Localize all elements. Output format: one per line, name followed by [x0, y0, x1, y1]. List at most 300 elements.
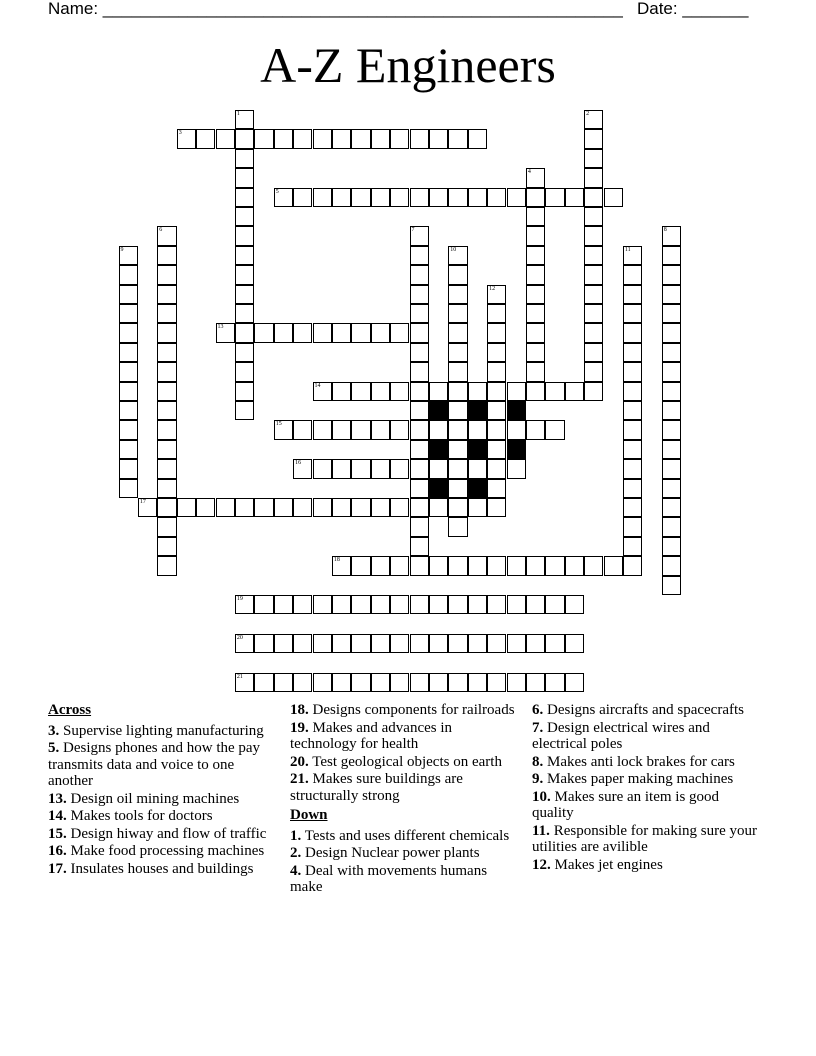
- grid-cell[interactable]: [662, 576, 681, 595]
- grid-cell[interactable]: [507, 673, 526, 692]
- grid-cell[interactable]: [196, 129, 215, 148]
- grid-cell[interactable]: [526, 304, 545, 323]
- grid-cell[interactable]: [526, 323, 545, 342]
- grid-cell[interactable]: [216, 129, 235, 148]
- grid-cell[interactable]: [429, 673, 448, 692]
- grid-cell[interactable]: [332, 459, 351, 478]
- grid-cell[interactable]: [565, 556, 584, 575]
- grid-cell[interactable]: [448, 323, 467, 342]
- grid-cell[interactable]: [565, 595, 584, 614]
- grid-cell[interactable]: [410, 129, 429, 148]
- grid-cell[interactable]: [293, 129, 312, 148]
- grid-cell[interactable]: [410, 382, 429, 401]
- grid-cell[interactable]: [235, 401, 254, 420]
- grid-cell[interactable]: [487, 304, 506, 323]
- grid-cell[interactable]: [662, 517, 681, 536]
- grid-cell[interactable]: [332, 498, 351, 517]
- grid-cell[interactable]: [623, 343, 642, 362]
- grid-cell[interactable]: [293, 459, 312, 478]
- grid-cell[interactable]: [448, 382, 467, 401]
- grid-cell[interactable]: [390, 459, 409, 478]
- grid-cell[interactable]: [507, 420, 526, 439]
- grid-cell[interactable]: [526, 595, 545, 614]
- grid-cell[interactable]: [157, 401, 176, 420]
- grid-cell[interactable]: [662, 440, 681, 459]
- grid-cell[interactable]: [662, 246, 681, 265]
- grid-cell[interactable]: [448, 304, 467, 323]
- grid-cell[interactable]: [487, 401, 506, 420]
- grid-cell[interactable]: [157, 420, 176, 439]
- grid-cell[interactable]: [526, 343, 545, 362]
- grid-cell[interactable]: [235, 110, 254, 129]
- grid-cell[interactable]: [526, 362, 545, 381]
- grid-cell[interactable]: [487, 188, 506, 207]
- grid-cell[interactable]: [662, 420, 681, 439]
- grid-cell[interactable]: [468, 498, 487, 517]
- grid-cell[interactable]: [274, 595, 293, 614]
- grid-cell[interactable]: [448, 634, 467, 653]
- grid-cell[interactable]: [157, 537, 176, 556]
- grid-cell[interactable]: [274, 420, 293, 439]
- grid-cell[interactable]: [293, 420, 312, 439]
- grid-cell[interactable]: [410, 479, 429, 498]
- grid-cell[interactable]: [390, 634, 409, 653]
- grid-cell[interactable]: [507, 382, 526, 401]
- grid-cell[interactable]: [371, 595, 390, 614]
- grid-cell[interactable]: [429, 382, 448, 401]
- grid-cell[interactable]: [390, 498, 409, 517]
- grid-cell[interactable]: [410, 323, 429, 342]
- grid-cell[interactable]: [584, 265, 603, 284]
- grid-cell[interactable]: [254, 129, 273, 148]
- grid-cell[interactable]: [235, 673, 254, 692]
- grid-cell[interactable]: [429, 459, 448, 478]
- grid-cell[interactable]: [623, 459, 642, 478]
- grid-cell[interactable]: [332, 382, 351, 401]
- grid-cell[interactable]: [623, 265, 642, 284]
- grid-cell[interactable]: [313, 129, 332, 148]
- grid-cell[interactable]: [235, 168, 254, 187]
- grid-cell[interactable]: [604, 188, 623, 207]
- grid-cell[interactable]: [371, 459, 390, 478]
- grid-cell[interactable]: [662, 285, 681, 304]
- grid-cell[interactable]: [584, 556, 603, 575]
- grid-cell[interactable]: [157, 517, 176, 536]
- grid-cell[interactable]: [565, 188, 584, 207]
- grid-cell[interactable]: [254, 595, 273, 614]
- grid-cell[interactable]: [487, 459, 506, 478]
- grid-cell[interactable]: [293, 634, 312, 653]
- grid-cell[interactable]: [448, 673, 467, 692]
- grid-cell[interactable]: [662, 537, 681, 556]
- grid-cell[interactable]: [157, 556, 176, 575]
- grid-cell[interactable]: [429, 595, 448, 614]
- grid-cell[interactable]: [371, 556, 390, 575]
- grid-cell[interactable]: [410, 498, 429, 517]
- grid-cell[interactable]: [487, 673, 506, 692]
- grid-cell[interactable]: [468, 129, 487, 148]
- grid-cell[interactable]: [351, 556, 370, 575]
- grid-cell[interactable]: [274, 673, 293, 692]
- grid-cell[interactable]: [545, 634, 564, 653]
- grid-cell[interactable]: [662, 382, 681, 401]
- grid-cell[interactable]: [410, 285, 429, 304]
- grid-cell[interactable]: [604, 556, 623, 575]
- grid-cell[interactable]: [371, 382, 390, 401]
- grid-cell[interactable]: [584, 285, 603, 304]
- grid-cell[interactable]: [526, 265, 545, 284]
- grid-cell[interactable]: [468, 595, 487, 614]
- grid-cell[interactable]: [526, 168, 545, 187]
- grid-cell[interactable]: [565, 673, 584, 692]
- grid-cell[interactable]: [448, 188, 467, 207]
- grid-cell[interactable]: [487, 595, 506, 614]
- grid-cell[interactable]: [157, 479, 176, 498]
- grid-cell[interactable]: [487, 498, 506, 517]
- grid-cell[interactable]: [235, 498, 254, 517]
- grid-cell[interactable]: [448, 246, 467, 265]
- grid-cell[interactable]: [332, 188, 351, 207]
- grid-cell[interactable]: [584, 323, 603, 342]
- grid-cell[interactable]: [235, 129, 254, 148]
- grid-cell[interactable]: [235, 362, 254, 381]
- grid-cell[interactable]: [390, 420, 409, 439]
- grid-cell[interactable]: [623, 537, 642, 556]
- grid-cell[interactable]: [526, 382, 545, 401]
- grid-cell[interactable]: [448, 595, 467, 614]
- grid-cell[interactable]: [507, 595, 526, 614]
- grid-cell[interactable]: [410, 401, 429, 420]
- grid-cell[interactable]: [623, 440, 642, 459]
- grid-cell[interactable]: [313, 498, 332, 517]
- grid-cell[interactable]: [429, 498, 448, 517]
- grid-cell[interactable]: [662, 362, 681, 381]
- grid-cell[interactable]: [429, 188, 448, 207]
- grid-cell[interactable]: [351, 634, 370, 653]
- grid-cell[interactable]: [235, 226, 254, 245]
- grid-cell[interactable]: [293, 595, 312, 614]
- grid-cell[interactable]: [545, 188, 564, 207]
- grid-cell[interactable]: [371, 323, 390, 342]
- grid-cell[interactable]: [351, 459, 370, 478]
- grid-cell[interactable]: [623, 323, 642, 342]
- grid-cell[interactable]: [448, 479, 467, 498]
- grid-cell[interactable]: [235, 343, 254, 362]
- grid-cell[interactable]: [313, 634, 332, 653]
- grid-cell[interactable]: [662, 265, 681, 284]
- grid-cell[interactable]: [313, 673, 332, 692]
- grid-cell[interactable]: [235, 149, 254, 168]
- grid-cell[interactable]: [584, 362, 603, 381]
- grid-cell[interactable]: [119, 382, 138, 401]
- grid-cell[interactable]: [313, 323, 332, 342]
- grid-cell[interactable]: [274, 323, 293, 342]
- grid-cell[interactable]: [584, 246, 603, 265]
- grid-cell[interactable]: [526, 207, 545, 226]
- grid-cell[interactable]: [390, 323, 409, 342]
- grid-cell[interactable]: [565, 634, 584, 653]
- grid-cell[interactable]: [351, 673, 370, 692]
- grid-cell[interactable]: [584, 382, 603, 401]
- grid-cell[interactable]: [254, 498, 273, 517]
- grid-cell[interactable]: [119, 420, 138, 439]
- grid-cell[interactable]: [526, 673, 545, 692]
- grid-cell[interactable]: [662, 226, 681, 245]
- grid-cell[interactable]: [487, 420, 506, 439]
- grid-cell[interactable]: [351, 382, 370, 401]
- grid-cell[interactable]: [623, 362, 642, 381]
- grid-cell[interactable]: [157, 285, 176, 304]
- grid-cell[interactable]: [487, 556, 506, 575]
- grid-cell[interactable]: [274, 634, 293, 653]
- grid-cell[interactable]: [313, 382, 332, 401]
- grid-cell[interactable]: [332, 595, 351, 614]
- grid-cell[interactable]: [293, 498, 312, 517]
- grid-cell[interactable]: [235, 323, 254, 342]
- grid-cell[interactable]: [448, 420, 467, 439]
- grid-cell[interactable]: [507, 188, 526, 207]
- grid-cell[interactable]: [545, 595, 564, 614]
- grid-cell[interactable]: [235, 304, 254, 323]
- grid-cell[interactable]: [468, 634, 487, 653]
- grid-cell[interactable]: [119, 401, 138, 420]
- grid-cell[interactable]: [584, 226, 603, 245]
- grid-cell[interactable]: [274, 129, 293, 148]
- grid-cell[interactable]: [410, 265, 429, 284]
- grid-cell[interactable]: [429, 129, 448, 148]
- grid-cell[interactable]: [196, 498, 215, 517]
- grid-cell[interactable]: [545, 556, 564, 575]
- grid-cell[interactable]: [410, 634, 429, 653]
- grid-cell[interactable]: [507, 459, 526, 478]
- grid-cell[interactable]: [410, 362, 429, 381]
- grid-cell[interactable]: [157, 498, 176, 517]
- grid-cell[interactable]: [662, 479, 681, 498]
- grid-cell[interactable]: [526, 246, 545, 265]
- grid-cell[interactable]: [119, 440, 138, 459]
- grid-cell[interactable]: [274, 498, 293, 517]
- grid-cell[interactable]: [410, 517, 429, 536]
- grid-cell[interactable]: [507, 556, 526, 575]
- grid-cell[interactable]: [584, 304, 603, 323]
- grid-cell[interactable]: [371, 129, 390, 148]
- grid-cell[interactable]: [662, 323, 681, 342]
- grid-cell[interactable]: [468, 673, 487, 692]
- grid-cell[interactable]: [313, 595, 332, 614]
- grid-cell[interactable]: [468, 420, 487, 439]
- grid-cell[interactable]: [448, 498, 467, 517]
- grid-cell[interactable]: [584, 110, 603, 129]
- grid-cell[interactable]: [119, 304, 138, 323]
- grid-cell[interactable]: [448, 129, 467, 148]
- grid-cell[interactable]: [584, 149, 603, 168]
- grid-cell[interactable]: [235, 246, 254, 265]
- grid-cell[interactable]: [332, 673, 351, 692]
- grid-cell[interactable]: [410, 459, 429, 478]
- grid-cell[interactable]: [157, 459, 176, 478]
- grid-cell[interactable]: [119, 285, 138, 304]
- grid-cell[interactable]: [313, 188, 332, 207]
- grid-cell[interactable]: [254, 634, 273, 653]
- grid-cell[interactable]: [293, 188, 312, 207]
- grid-cell[interactable]: [157, 362, 176, 381]
- grid-cell[interactable]: [410, 537, 429, 556]
- grid-cell[interactable]: [351, 188, 370, 207]
- grid-cell[interactable]: [623, 556, 642, 575]
- grid-cell[interactable]: [429, 634, 448, 653]
- grid-cell[interactable]: [274, 188, 293, 207]
- grid-cell[interactable]: [623, 382, 642, 401]
- grid-cell[interactable]: [371, 420, 390, 439]
- grid-cell[interactable]: [410, 188, 429, 207]
- grid-cell[interactable]: [448, 459, 467, 478]
- grid-cell[interactable]: [351, 420, 370, 439]
- grid-cell[interactable]: [468, 188, 487, 207]
- grid-cell[interactable]: [390, 595, 409, 614]
- grid-cell[interactable]: [526, 420, 545, 439]
- grid-cell[interactable]: [429, 556, 448, 575]
- grid-cell[interactable]: [157, 343, 176, 362]
- grid-cell[interactable]: [351, 323, 370, 342]
- grid-cell[interactable]: [662, 459, 681, 478]
- grid-cell[interactable]: [235, 382, 254, 401]
- grid-cell[interactable]: [235, 265, 254, 284]
- grid-cell[interactable]: [487, 479, 506, 498]
- grid-cell[interactable]: [662, 343, 681, 362]
- grid-cell[interactable]: [332, 420, 351, 439]
- grid-cell[interactable]: [487, 285, 506, 304]
- grid-cell[interactable]: [157, 440, 176, 459]
- grid-cell[interactable]: [332, 556, 351, 575]
- grid-cell[interactable]: [584, 343, 603, 362]
- grid-cell[interactable]: [468, 459, 487, 478]
- grid-cell[interactable]: [235, 285, 254, 304]
- grid-cell[interactable]: [157, 265, 176, 284]
- grid-cell[interactable]: [235, 207, 254, 226]
- grid-cell[interactable]: [448, 343, 467, 362]
- grid-cell[interactable]: [390, 556, 409, 575]
- grid-cell[interactable]: [545, 420, 564, 439]
- grid-cell[interactable]: [254, 673, 273, 692]
- grid-cell[interactable]: [507, 634, 526, 653]
- grid-cell[interactable]: [487, 343, 506, 362]
- grid-cell[interactable]: [410, 440, 429, 459]
- grid-cell[interactable]: [662, 304, 681, 323]
- grid-cell[interactable]: [623, 246, 642, 265]
- grid-cell[interactable]: [254, 323, 273, 342]
- grid-cell[interactable]: [468, 556, 487, 575]
- grid-cell[interactable]: [157, 382, 176, 401]
- grid-cell[interactable]: [448, 517, 467, 536]
- grid-cell[interactable]: [119, 246, 138, 265]
- grid-cell[interactable]: [410, 226, 429, 245]
- grid-cell[interactable]: [526, 634, 545, 653]
- grid-cell[interactable]: [332, 129, 351, 148]
- grid-cell[interactable]: [235, 634, 254, 653]
- grid-cell[interactable]: [177, 498, 196, 517]
- grid-cell[interactable]: [119, 323, 138, 342]
- grid-cell[interactable]: [448, 265, 467, 284]
- grid-cell[interactable]: [623, 285, 642, 304]
- grid-cell[interactable]: [351, 595, 370, 614]
- grid-cell[interactable]: [371, 498, 390, 517]
- grid-cell[interactable]: [545, 673, 564, 692]
- grid-cell[interactable]: [429, 420, 448, 439]
- grid-cell[interactable]: [410, 595, 429, 614]
- grid-cell[interactable]: [138, 498, 157, 517]
- grid-cell[interactable]: [216, 323, 235, 342]
- grid-cell[interactable]: [623, 401, 642, 420]
- grid-cell[interactable]: [216, 498, 235, 517]
- grid-cell[interactable]: [410, 304, 429, 323]
- grid-cell[interactable]: [623, 498, 642, 517]
- grid-cell[interactable]: [390, 673, 409, 692]
- grid-cell[interactable]: [157, 304, 176, 323]
- grid-cell[interactable]: [487, 382, 506, 401]
- grid-cell[interactable]: [371, 673, 390, 692]
- grid-cell[interactable]: [410, 420, 429, 439]
- grid-cell[interactable]: [119, 479, 138, 498]
- grid-cell[interactable]: [293, 673, 312, 692]
- grid-cell[interactable]: [235, 188, 254, 207]
- grid-cell[interactable]: [448, 362, 467, 381]
- grid-cell[interactable]: [390, 382, 409, 401]
- grid-cell[interactable]: [448, 401, 467, 420]
- grid-cell[interactable]: [119, 265, 138, 284]
- grid-cell[interactable]: [351, 498, 370, 517]
- grid-cell[interactable]: [119, 459, 138, 478]
- grid-cell[interactable]: [584, 129, 603, 148]
- grid-cell[interactable]: [157, 246, 176, 265]
- grid-cell[interactable]: [332, 634, 351, 653]
- grid-cell[interactable]: [662, 498, 681, 517]
- grid-cell[interactable]: [410, 673, 429, 692]
- grid-cell[interactable]: [662, 556, 681, 575]
- grid-cell[interactable]: [526, 188, 545, 207]
- grid-cell[interactable]: [313, 459, 332, 478]
- grid-cell[interactable]: [584, 168, 603, 187]
- grid-cell[interactable]: [545, 382, 564, 401]
- grid-cell[interactable]: [371, 634, 390, 653]
- grid-cell[interactable]: [313, 420, 332, 439]
- grid-cell[interactable]: [526, 556, 545, 575]
- grid-cell[interactable]: [119, 343, 138, 362]
- grid-cell[interactable]: [526, 285, 545, 304]
- grid-cell[interactable]: [487, 440, 506, 459]
- grid-cell[interactable]: [235, 595, 254, 614]
- grid-cell[interactable]: [119, 362, 138, 381]
- grid-cell[interactable]: [623, 304, 642, 323]
- grid-cell[interactable]: [410, 246, 429, 265]
- grid-cell[interactable]: [448, 285, 467, 304]
- grid-cell[interactable]: [410, 556, 429, 575]
- grid-cell[interactable]: [448, 440, 467, 459]
- grid-cell[interactable]: [332, 323, 351, 342]
- grid-cell[interactable]: [157, 323, 176, 342]
- grid-cell[interactable]: [584, 207, 603, 226]
- grid-cell[interactable]: [487, 634, 506, 653]
- grid-cell[interactable]: [371, 188, 390, 207]
- grid-cell[interactable]: [487, 323, 506, 342]
- grid-cell[interactable]: [390, 129, 409, 148]
- grid-cell[interactable]: [662, 401, 681, 420]
- grid-cell[interactable]: [351, 129, 370, 148]
- grid-cell[interactable]: [487, 362, 506, 381]
- grid-cell[interactable]: [468, 382, 487, 401]
- grid-cell[interactable]: [293, 323, 312, 342]
- grid-cell[interactable]: [623, 420, 642, 439]
- grid-cell[interactable]: [584, 188, 603, 207]
